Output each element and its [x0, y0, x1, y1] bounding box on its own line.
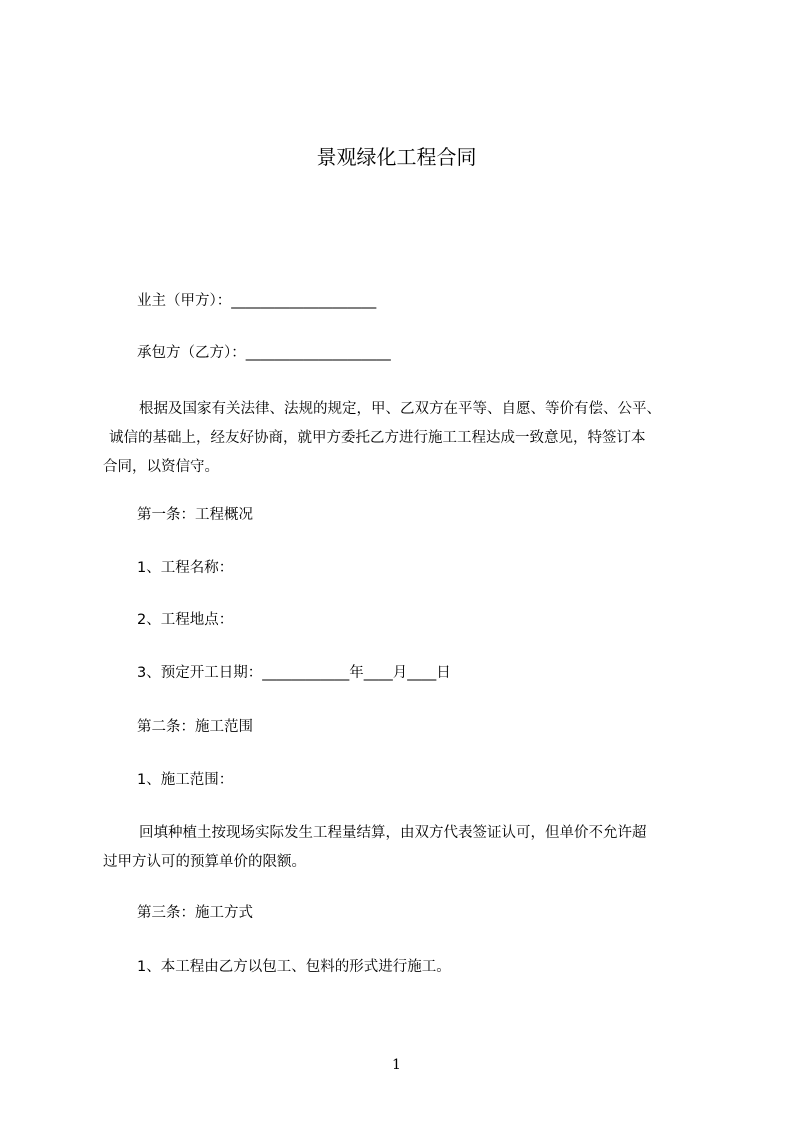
article-3-heading: 第三条：施工方式: [137, 905, 253, 921]
contractor-party-line: 承包方（乙方）：____________________: [137, 345, 391, 361]
article-1-item-start-date: 3、预定开工日期：____________年____月____日: [137, 665, 451, 681]
document-title: 景观绿化工程合同: [316, 145, 477, 169]
article-1-heading: 第一条：工程概况: [137, 507, 253, 523]
article-1-item-project-location: 2、工程地点：: [137, 612, 234, 628]
preamble-line-2: 诚信的基础上，经友好协商，就甲方委托乙方进行施工工程达成一致意见，特签订本: [109, 430, 646, 446]
article-2-paragraph-line-1: 回填种植土按现场实际发生工程量结算，由双方代表签证认可，但单价不允许超: [139, 825, 647, 841]
preamble-line-1: 根据及国家有关法律、法规的规定，甲、乙双方在平等、自愿、等价有偿、公平、: [139, 401, 661, 417]
article-1-item-project-name: 1、工程名称：: [137, 560, 234, 576]
preamble-paragraph: [103, 395, 703, 482]
article-3-item-method: 1、本工程由乙方以包工、包料的形式进行施工。: [137, 959, 451, 975]
article-2-item-scope: 1、施工范围：: [137, 772, 234, 788]
article-2-paragraph-line-2: 过甲方认可的预算单价的限额。: [103, 854, 306, 870]
article-2-paragraph: [103, 819, 703, 877]
article-2-heading: 第二条：施工范围: [137, 719, 253, 735]
preamble-line-3: 合同，以资信守。: [103, 459, 219, 475]
owner-party-line: 业主（甲方）：____________________: [137, 293, 377, 309]
page-number: 1: [392, 1057, 401, 1073]
